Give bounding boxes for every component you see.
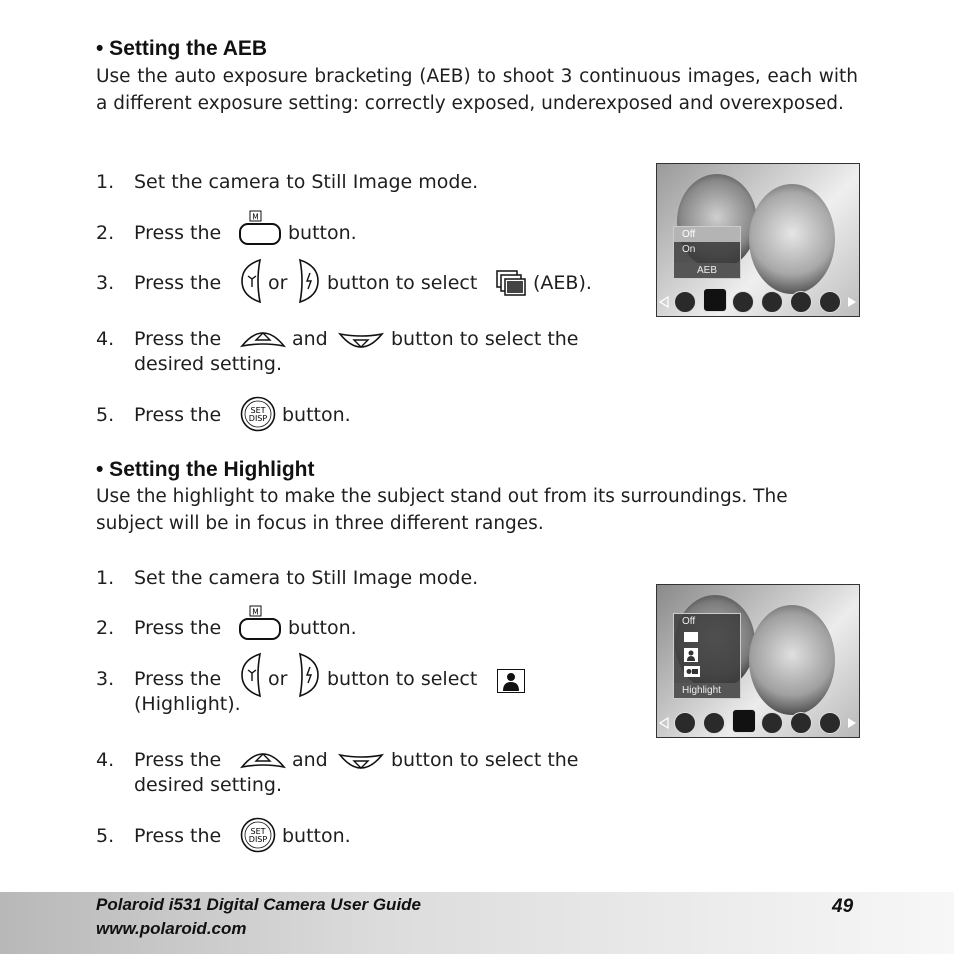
camera-icon-bar	[657, 288, 859, 316]
set-disp-button-icon	[240, 817, 276, 853]
step-text-pre: Press the	[134, 404, 222, 426]
step-number: 1.	[96, 567, 115, 589]
step-number: 4.	[96, 749, 115, 771]
step-text-post: button.	[282, 404, 351, 426]
step-text-pre: Press the	[134, 668, 222, 690]
option-on[interactable]: On	[682, 244, 696, 255]
aeb-mode-icon[interactable]	[703, 712, 725, 734]
selftimer-icon[interactable]	[674, 712, 696, 734]
step-text-post: button to select the	[391, 749, 579, 771]
step-text-mid: and	[292, 749, 328, 771]
menu-button-icon	[238, 210, 282, 246]
menu-button-icon-label: M	[252, 607, 259, 617]
step-number: 1.	[96, 171, 115, 193]
footer-title: Polaroid i531 Digital Camera User Guide	[96, 895, 422, 914]
footer-url[interactable]: www.polaroid.com	[96, 919, 247, 938]
aeb-intro: Use the auto exposure bracketing (AEB) to shoot 3 continuous images, each with a different exposure setting: correctly exposed, underexposed and overexposed.	[96, 66, 858, 114]
right-arrow-button-icon	[296, 652, 322, 698]
highlight-mode-icon[interactable]	[732, 709, 756, 733]
down-arrow-button-icon	[338, 751, 384, 777]
scroll-right-icon[interactable]	[847, 296, 857, 308]
aeb-heading: • Setting the AEB	[96, 37, 268, 60]
highlight-option-menu	[673, 613, 741, 699]
step-text-post: button to select	[327, 272, 478, 294]
step-text-cont: desired setting.	[134, 774, 283, 796]
person-right	[749, 605, 835, 715]
step-number: 2.	[96, 222, 115, 244]
photo-frame-icon[interactable]	[761, 712, 783, 734]
option-person-icon[interactable]	[684, 648, 698, 662]
step-number: 3.	[96, 668, 115, 690]
menu-button-icon-label: M	[252, 212, 259, 222]
sharpness-icon[interactable]	[790, 712, 812, 734]
set-disp-button-icon	[240, 396, 276, 432]
aeb-camera-screen	[656, 163, 860, 317]
step-text-post: button to select	[327, 668, 478, 690]
highlight-camera-screen	[656, 584, 860, 738]
aeb-icon	[496, 270, 526, 296]
camera-icon-bar	[657, 709, 859, 737]
up-arrow-button-icon	[240, 324, 286, 350]
step-text-pre: Press the	[134, 617, 222, 639]
photo-frame-icon[interactable]	[761, 291, 783, 313]
highlight-heading: • Setting the Highlight	[96, 458, 315, 481]
aeb-mode-icon[interactable]	[703, 288, 727, 312]
step-text: Set the camera to Still Image mode.	[134, 171, 479, 193]
person-right	[749, 184, 835, 294]
scroll-left-icon[interactable]	[659, 296, 669, 308]
step-text-pre: Press the	[134, 222, 222, 244]
highlight-intro: Use the highlight to make the subject stand out from its surroundings. The subject will be in focus in three different ranges.	[96, 486, 788, 534]
menu-button-icon	[238, 605, 282, 641]
step-number: 2.	[96, 617, 115, 639]
disp-label: DISP	[248, 835, 268, 844]
sharpness-icon[interactable]	[790, 291, 812, 313]
step-text-post: button to select the	[391, 328, 579, 350]
step-text: Set the camera to Still Image mode.	[134, 567, 479, 589]
menu-label: AEB	[674, 263, 740, 278]
setup-icon[interactable]	[819, 291, 841, 313]
step-text-pre: Press the	[134, 328, 222, 350]
left-arrow-button-icon	[238, 258, 264, 304]
step-text-cont: desired setting.	[134, 353, 283, 375]
highlight-mode-icon[interactable]	[732, 291, 754, 313]
set-label: SET	[250, 406, 266, 415]
step-text-post: button.	[282, 825, 351, 847]
step-text-post: button.	[288, 222, 357, 244]
step-text-pre: Press the	[134, 825, 222, 847]
step-number: 5.	[96, 404, 115, 426]
left-arrow-button-icon	[238, 652, 264, 698]
step-number: 5.	[96, 825, 115, 847]
highlight-icon	[497, 669, 525, 693]
page-number: 49	[832, 896, 854, 917]
step-text-mid: and	[292, 328, 328, 350]
step-text-pre: Press the	[134, 749, 222, 771]
scroll-left-icon[interactable]	[659, 717, 669, 729]
right-arrow-button-icon	[296, 258, 322, 304]
step-text-mid: or	[268, 272, 288, 294]
option-wide-icon[interactable]	[684, 632, 698, 642]
step-number: 3.	[96, 272, 115, 294]
step-text-cont: (Highlight).	[134, 693, 241, 715]
aeb-option-menu	[673, 226, 741, 279]
step-text-mid: or	[268, 668, 288, 690]
up-arrow-button-icon	[240, 745, 286, 771]
step-text-tail: (AEB).	[533, 272, 592, 294]
option-off[interactable]: Off	[674, 227, 740, 242]
setup-icon[interactable]	[819, 712, 841, 734]
option-closeup-icon[interactable]	[684, 666, 700, 677]
selftimer-icon[interactable]	[674, 291, 696, 313]
down-arrow-button-icon	[338, 330, 384, 356]
disp-label: DISP	[248, 414, 268, 423]
option-off[interactable]: Off	[682, 616, 696, 627]
step-text-post: button.	[288, 617, 357, 639]
scroll-right-icon[interactable]	[847, 717, 857, 729]
set-label: SET	[250, 827, 266, 836]
menu-label: Highlight	[674, 683, 740, 698]
step-text-pre: Press the	[134, 272, 222, 294]
step-number: 4.	[96, 328, 115, 350]
